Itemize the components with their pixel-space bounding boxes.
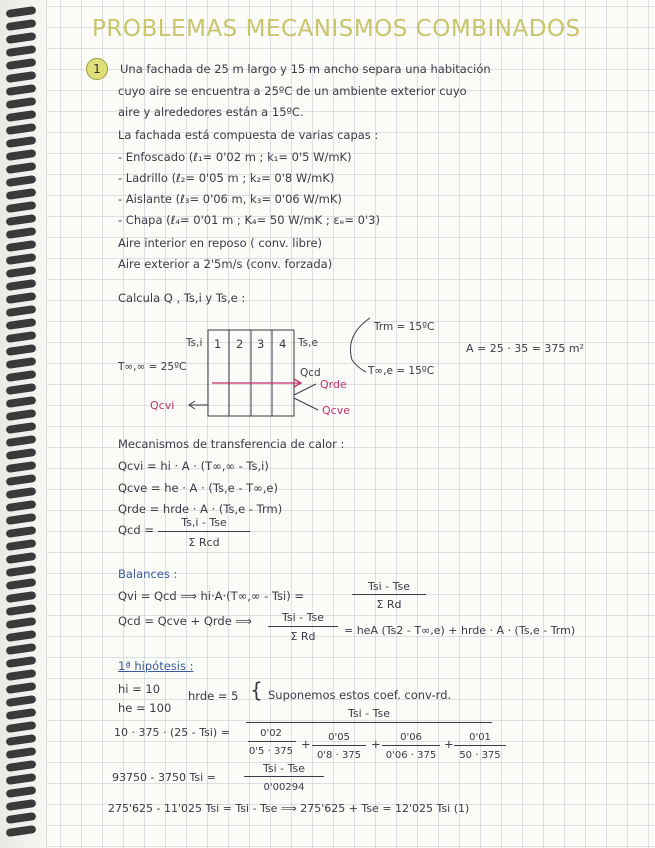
- fraction-bar: [312, 745, 366, 746]
- brace-symbol: {: [250, 678, 263, 702]
- air-inside: Aire interior en reposo ( conv. libre): [118, 236, 323, 250]
- layer-1: - Enfoscado (ℓ₁= 0'02 m ; k₁= 0'5 W/mK): [118, 150, 352, 164]
- layer-2: - Ladrillo (ℓ₂= 0'05 m ; k₂= 0'8 W/mK): [118, 171, 335, 185]
- equation-3: 275'625 - 11'025 Tsi = Tsi - Tse ⟹ 275'625 + Tse = 12'025 Tsi (1): [108, 802, 470, 815]
- equation-1-left: 10 · 375 · (25 - Tsi) =: [114, 726, 230, 739]
- equation-1-term-2-num: 0'05: [328, 732, 350, 743]
- layer-label-2: 2: [236, 337, 244, 351]
- qcd-label: Qcd: [300, 367, 321, 379]
- equation-1-numerator: Tsi - Tse: [347, 707, 391, 720]
- balance-2-numerator: Tsi - Tse: [281, 611, 325, 624]
- hypothesis-title: 1ª hipótesis :: [118, 659, 194, 673]
- fraction-bar: [454, 745, 506, 746]
- tsi-label: Ts,i: [186, 337, 203, 349]
- statement-line-3: aire y alrededores están a 15ºC.: [118, 105, 304, 119]
- layer-4: - Chapa (ℓ₄= 0'01 m ; K₄= 50 W/mK ; εₑ= 0'3): [118, 213, 380, 227]
- tinf-inside-label: T∞,∞ = 25ºC: [118, 361, 187, 373]
- fraction-bar: [248, 741, 296, 742]
- calculate-prompt: Calcula Q , Ts,i y Ts,e :: [118, 291, 246, 305]
- page-title: PROBLEMAS MECANISMOS COMBINADOS: [92, 16, 581, 42]
- fraction-bar: [158, 531, 250, 532]
- equation-2-denominator: 0'00294: [263, 782, 305, 793]
- mechanism-qrde: Qrde = hrde · A · (Ts,e - Trm): [118, 502, 283, 516]
- qcve-arrow-line: [294, 398, 318, 410]
- plus-sign: +: [371, 737, 381, 751]
- mechanism-qcve: Qcve = he · A · (Ts,e - T∞,e): [118, 481, 278, 495]
- balance-2-right: = heA (Ts2 - T∞,e) + hrde · A · (Ts,e - Trm): [344, 624, 576, 637]
- tinf-outside-label: T∞,e = 15ºC: [368, 365, 435, 377]
- equation-1-term-1-num: 0'02: [260, 728, 282, 739]
- balance-2-left: Qcd = Qcve + Qrde ⟹: [118, 614, 252, 628]
- plus-sign: +: [301, 737, 311, 751]
- qcve-label: Qcve: [322, 404, 350, 417]
- qcd-numerator: Ts,i - Tse: [181, 516, 227, 529]
- layer-label-4: 4: [279, 337, 287, 351]
- qcvi-label: Qcvi: [150, 399, 175, 412]
- fraction-bar: [244, 776, 324, 777]
- plus-sign: +: [444, 737, 454, 751]
- equation-1-term-3-den: 0'06 · 375: [385, 750, 437, 761]
- equation-1-term-3-num: 0'06: [400, 732, 422, 743]
- layer-3: - Aislante (ℓ₃= 0'06 m, k₃= 0'06 W/mK): [118, 192, 342, 206]
- equation-2-left: 93750 - 3750 Tsi =: [112, 771, 216, 784]
- layer-label-1: 1: [214, 337, 222, 351]
- statement-line-2: cuyo aire se encuentra a 25ºC de un ambiente exterior cuyo: [118, 84, 467, 98]
- mechanism-qcvi: Qcvi = hi · A · (T∞,∞ - Ts,i): [118, 459, 269, 473]
- balances-title: Balances :: [118, 567, 178, 581]
- air-outside: Aire exterior a 2'5m/s (conv. forzada): [118, 257, 333, 271]
- trm-label: Trm = 15ºC: [374, 321, 435, 333]
- hrde-value: hrde = 5: [188, 689, 239, 703]
- fraction-bar: [382, 745, 440, 746]
- fraction-bar: [352, 594, 426, 595]
- layers-intro: La fachada está compuesta de varias capas :: [118, 128, 379, 142]
- balance-1-denominator: Σ Rd: [376, 598, 402, 611]
- mechanism-qcd-label: Qcd =: [118, 523, 154, 537]
- hypothesis-note: Suponemos estos coef. conv-rd.: [268, 688, 452, 702]
- equation-2-numerator: Tsi - Tse: [262, 762, 306, 775]
- balance-2-denominator: Σ Rd: [290, 630, 316, 643]
- balance-1-left: Qvi = Qcd ⟹ hi·A·(T∞,∞ - Tsi) =: [118, 589, 305, 603]
- fraction-bar: [268, 626, 338, 627]
- mechanisms-title: Mecanismos de transferencia de calor :: [118, 437, 345, 451]
- he-value: he = 100: [118, 701, 172, 715]
- layer-label-3: 3: [257, 337, 265, 351]
- qrde-label: Qrde: [320, 378, 347, 391]
- equation-1-term-4-num: 0'01: [469, 732, 491, 743]
- tse-label: Ts,e: [298, 337, 318, 349]
- area-formula: A = 25 · 35 = 375 m²: [466, 342, 585, 355]
- equation-1-term-2-den: 0'8 · 375: [316, 750, 362, 761]
- fraction-bar: [246, 722, 492, 723]
- statement-line-1: Una fachada de 25 m largo y 15 m ancho separa una habitación: [120, 62, 491, 76]
- hi-value: hi = 10: [118, 682, 161, 696]
- equation-1-term-1-den: 0'5 · 375: [248, 746, 294, 757]
- balance-1-numerator: Tsi - Tse: [367, 580, 411, 593]
- equation-1-term-4-den: 50 · 375: [459, 750, 501, 761]
- qcd-denominator: Σ Rcd: [188, 536, 220, 549]
- problem-number-badge: 1: [86, 58, 108, 80]
